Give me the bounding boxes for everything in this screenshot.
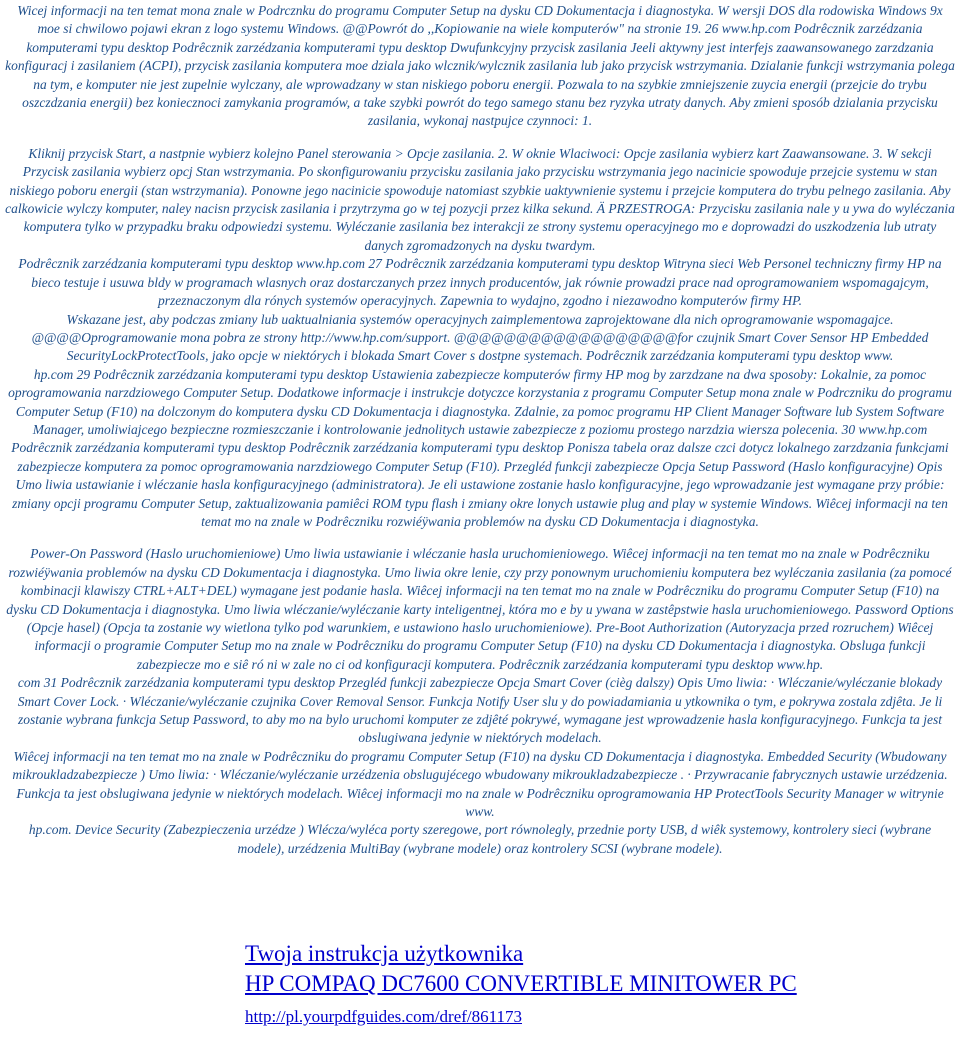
paragraph-4: Wskazane jest, aby podczas zmiany lub uaktualniania systemów operacyjnych zaimplementowa zaprojektowane dla nich oprogramowanie wspomagajce. @@@@Oprogramowanie mona pobra ze strony http://www.hp.com/support. @@@@@@@@@@@@@@@@@@for czujnik Smart Cover Sensor HP Embedded SecurityLockProtectTools, jako opcje w niektórych i blokada Smart Cover s dostpne systemach. Podrêcznik zarzédzania komputerami typu desktop www. — [31, 311, 929, 364]
paragraph-6: Power-On Password (Haslo uruchomieniowe) Umo liwia ustawianie i wléczanie hasla uruchomieniowego. Wiêcej informacji na ten temat mo na znale w Podrêczniku rozwiéÿwania problemów na dysku CD Dokumentacja i diagnostyka. Umo liwia okre lenie, czy przy ponownym uruchomieniu komputera bez wyléczania zasilania (za pomocé kombinacji klawiszy CTRL+ALT+DEL) wymagane jest podanie hasla. Wiêcej informacji na ten temat mo na znale w Podrêczniku do programu Computer Setup (F10) na dysku CD Dokumentacja i diagnostyka. Umo liwia wléczanie/wyléczanie karty inteligentnej, która mo e by u ywana w zastêpstwie hasla uruchomieniowego. Password Options (Opcje hasel) (Opcja ta zostanie wy wietlona tylko pod warunkiem, e ustawiono haslo uruchomieniowe). Pre-Boot Authorization (Autoryzacja przed rozruchem) Wiêcej informacji o programie Computer Setup mo na znale w Podrêczniku do programu Computer Setup (F10) na dysku CD Dokumentacja i diagnostyka. Obsluga funkcji zabezpiecze mo e siê ró ni w zale no ci od konfiguracji komputera. Podrêcznik zarzédzania komputerami typu desktop www.hp. — [6, 546, 954, 672]
paragraph-5: hp.com 29 Podrêcznik zarzédzania komputerami typu desktop Ustawienia zabezpiecze komputerów firmy HP mog by zarzdzane na dwa sposoby: Lokalnie, za pomoc oprogramowania narzdziowego Computer Setup. Dodatkowe informacje i instrukcje dotyczce korzystania z programu Computer Setup mona znale w Podrczniku do programu Computer Setup (F10) na dolczonym do komputera dysku CD Dokumentacja i diagnostyka. Zdalnie, za pomoc programu HP Client Manager Software lub System Software Manager, umoliwiajcego bezpieczne rozmieszczanie i kontrolowanie jednolitych ustawie zabezpiecze z poziomu prostego narzdzia wiersza polecenia. 30 www.hp.com Podrêcznik zarzédzania komputerami typu desktop Podrêcznik zarzédzania komputerami typu desktop Ponisza tabela oraz dalsze czci dotycz lokalnego zarzdzania funkcjami zabezpiecze komputera za pomoc oprogramowania narzdziowego Computer Setup (F10). Przegléd funkcji zabezpiecze Opcja Setup Password (Haslo konfiguracyjne) Opis Umo liwia ustawianie i wléczanie hasla konfiguracyjnego (administratora). Je eli ustawione zostanie haslo konfiguracyjne, jego wprowadzanie jest wymagane przy próbie: zmiany opcji programu Computer Setup, zaktualizowania pamiêci ROM typu flash i zmiany okre lonych ustawie plug and play w systemie Windows. Wiêcej informacji na ten temat mo na znale w Podrêczniku rozwiéÿwania problemów na dysku CD Dokumentacja i diagnostyka. — [8, 366, 952, 529]
product-model-link[interactable]: HP COMPAQ DC7600 CONVERTIBLE MINITOWER PC — [245, 971, 797, 996]
paragraph-7: com 31 Podrêcznik zarzédzania komputerami typu desktop Przegléd funkcji zabezpiecze Opcja Smart Cover (cièg dalszy) Opis Umo liwia: · Wléczanie/wyléczanie blokady Smart Cover Lock. · Wléczanie/wyléczanie czujnika Cover Removal Sensor. Funkcja Notify User slu y do powiadamiania u ytkownika o tym, e pokrywa zostala zdjêta. Je li zostanie wybrana funkcja Setup Password, to aby mo na bylo uruchomi komputer ze zdjêté pokrywé, wymagane jest wprowadzenie hasla konfiguracyjnego. Funkcja ta jest obslugiwana jedynie w niektórych modelach. — [17, 675, 943, 746]
footer-links — [245, 940, 797, 1029]
paragraph-3: Podrêcznik zarzédzania komputerami typu desktop www.hp.com 27 Podrêcznik zarzédzania komputerami typu desktop Witryna sieci Web Personel techniczny firmy HP na bieco testuje i usuwa bldy w programach wlasnych oraz dostarczanych przez innych producentów, jak równie prowadzi prace nad oprogramowaniem wspomagajcym, przeznaczonym dla rónych systemów operacyjnych. Zapewnia to wydajno, zgodno i niezawodno komputerów firmy HP. — [18, 256, 942, 309]
manual-url-link[interactable]: http://pl.yourpdfguides.com/dref/861173 — [245, 1007, 522, 1026]
paragraph-2: Kliknij przycisk Start, a nastpnie wybierz kolejno Panel sterowania > Opcje zasilania. 2. W oknie Wlaciwoci: Opcje zasilania wybierz kart Zaawansowane. 3. W sekcji Przycisk zasilania wybierz opcj Stan wstrzymania. Po skonfigurowaniu przycisku zasilania jako przycisku wstrzymania jego nacinicie spowoduje przejcie systemu w stan niskiego poboru energii (stan wstrzymania). Ponowne jego nacinicie spowoduje natomiast szybkie uaktywnienie systemu i przejcie komputera do trybu pelnego zasilania. Aby calkowicie wylczy komputer, naley nacisn przycisk zasilania i przytrzyma go w tej pozycji przez kilka sekund. Ä PRZESTROGA: Przycisku zasilania nale y u ywa do wyléczania komputera tylko w przypadku braku odpowiedzi systemu. Wyléczanie zasilania bez interakcji ze strony systemu operacyjnego mo e doprowadzi do uszkodzenia lub utraty danych zgromadzonych na dysku twardym. — [5, 145, 955, 253]
paragraph-gap — [5, 531, 955, 545]
paragraph-gap — [5, 131, 955, 145]
paragraph-8: Wiêcej informacji na ten temat mo na znale w Podrêczniku do programu Computer Setup (F10) na dysku CD Dokumentacja i diagnostyka. Embedded Security (Wbudowany mikroukladzabezpiecze ) Umo liwia: · Wléczanie/wyléczanie urzédzenia obslugujécego wbudowany mikroukladzabezpiecze . · Przywracanie fabrycznych ustawie urzédzenia. Funkcja ta jest obslugiwana jedynie w niektórych modelach. Wiêcej informacji mo na znale w Podrêczniku oprogramowania HP ProtectTools Security Manager w witrynie www. — [12, 748, 948, 820]
paragraph-9: hp.com. Device Security (Zabezpieczenia urzédze ) Wlécza/wyléca porty szeregowe, port równolegly, przednie porty USB, d wiêk systemowy, kontrolery sieci (wybrane modele), urzédzenia MultiBay (wybrane modele) oraz kontrolery SCSI (wybrane modele). — [28, 822, 932, 856]
paragraph-1: Wicej informacji na ten temat mona znale w Podrcznku do programu Computer Setup na dysku CD Dokumentacja i diagnostyka. W wersji DOS dla rodowiska Windows 9x moe si chwilowo pojawi ekran z logo systemu Windows. @@Powrót do ,,Kopiowanie na wiele komputerów" na stronie 19. 26 www.hp.com Podrêcznik zarzédzania komputerami typu desktop Podrêcznik zarzédzania komputerami typu desktop Dwufunkcyjny przycisk zasilania Jeeli aktywny jest interfejs zaawansowanego zarzdzania konfiguracj i zasilaniem (ACPI), przycisk zasilania komputera moe dziala jako wlcznik/wylcznik zasilania lub jako przycisk wstrzymania. Dzialanie funkcji wstrzymania polega na tym, e komputer nie jest zupelnie wylczany, ale wprowadzany w stan niskiego poboru energii. Pozwala to na szybkie zmniejszenie zuycia energii (przejcie do trybu oszczdzania energii) bez koniecznoci zamykania programów, a take szybki powrót do tego samego stanu bez ryzyka utraty danych. Aby zmieni sposób dzialania przycisku zasilania, wykonaj nastpujce czynnoci: 1. — [5, 3, 955, 129]
manual-title-link[interactable]: Twoja instrukcja użytkownika — [245, 941, 524, 966]
